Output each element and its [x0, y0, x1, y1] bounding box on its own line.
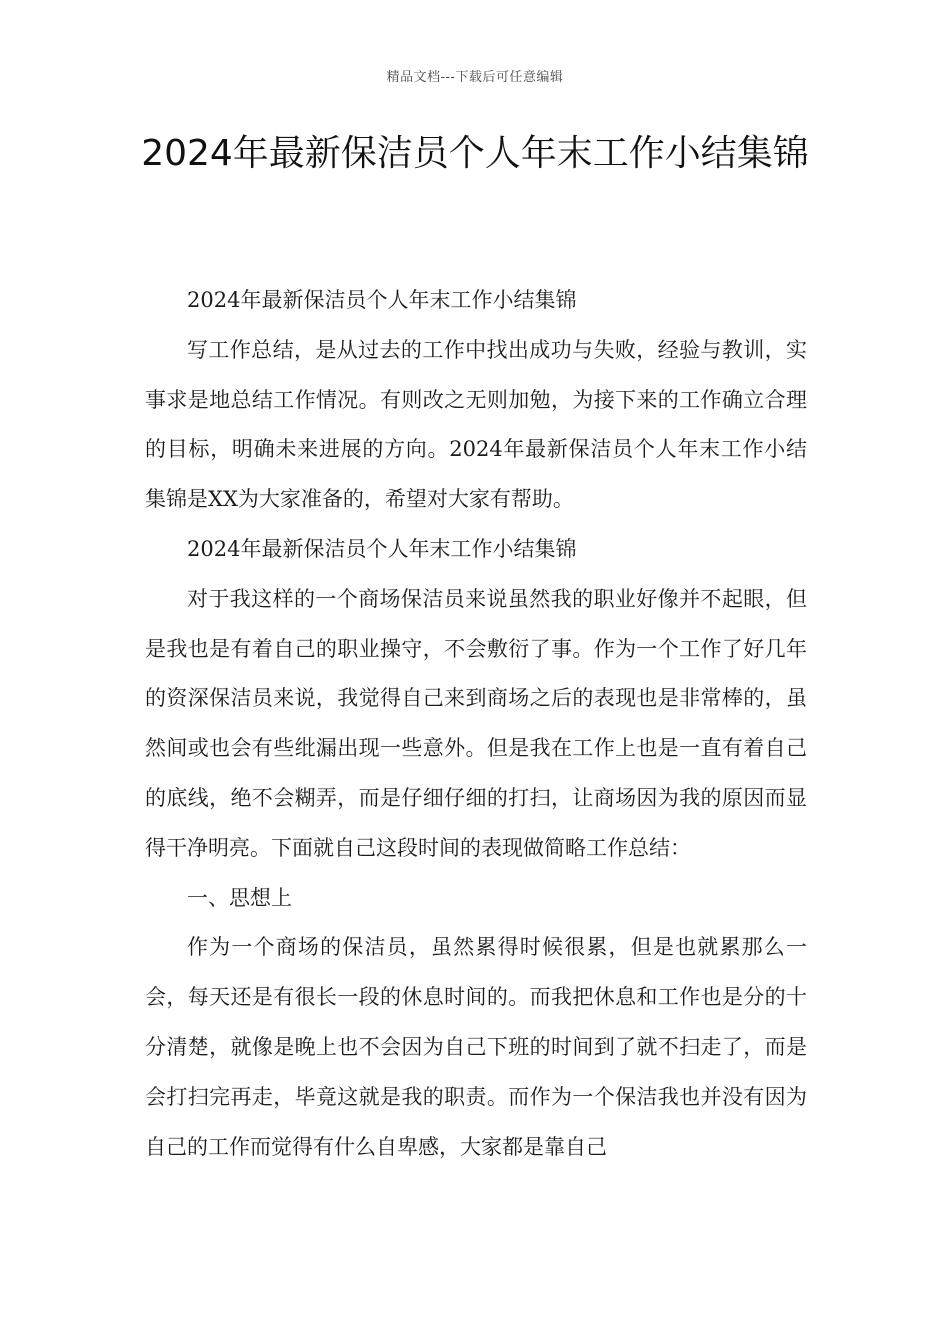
document-body [145, 276, 807, 1172]
section-heading: 一、思想上 [187, 885, 292, 910]
paragraph-body: 对于我这样的一个商场保洁员来说虽然我的职业好像并不起眼，但是我也是有着自己的职业操守，不会敷衍了事。作为一个工作了好几年的资深保洁员来说，我觉得自己来到商场之后的表现也是非常棒的，虽然间或也会有些纰漏出现一些意外。但是我在工作上也是一直有着自己的底线，绝不会糊弄，而是仔细仔细的打扫，让商场因为我的原因而显得干净明亮。下面就自己这段时间的表现做简略工作总结： [145, 586, 807, 860]
paragraph-intro: 写工作总结，是从过去的工作中找出成功与失败，经验与教训，实事求是地总结工作情况。有则改之无则加勉，为接下来的工作确立合理的目标，明确未来进展的方向。2024年最新保洁员个人年末工作小结集锦是XX为大家准备的，希望对大家有帮助。 [145, 337, 807, 512]
paragraph-subtitle-repeat: 2024年最新保洁员个人年末工作小结集锦 [187, 536, 577, 561]
paragraph-body: 作为一个商场的保洁员，虽然累得时候很累，但是也就累那么一会，每天还是有很长一段的休息时间的。而我把休息和工作也是分的十分清楚，就像是晚上也不会因为自己下班的时间到了就不扫走了，而是会打扫完再走，毕竟这就是我的职责。而作为一个保洁我也并没有因为自己的工作而觉得有什么自卑感，大家都是靠自己 [145, 935, 807, 1159]
page-header: 精品文档---下载后可任意编辑 [386, 70, 564, 85]
paragraph-subtitle: 2024年最新保洁员个人年末工作小结集锦 [187, 288, 577, 312]
document-title: 2024年最新保洁员个人年末工作小结集锦 [141, 133, 809, 174]
